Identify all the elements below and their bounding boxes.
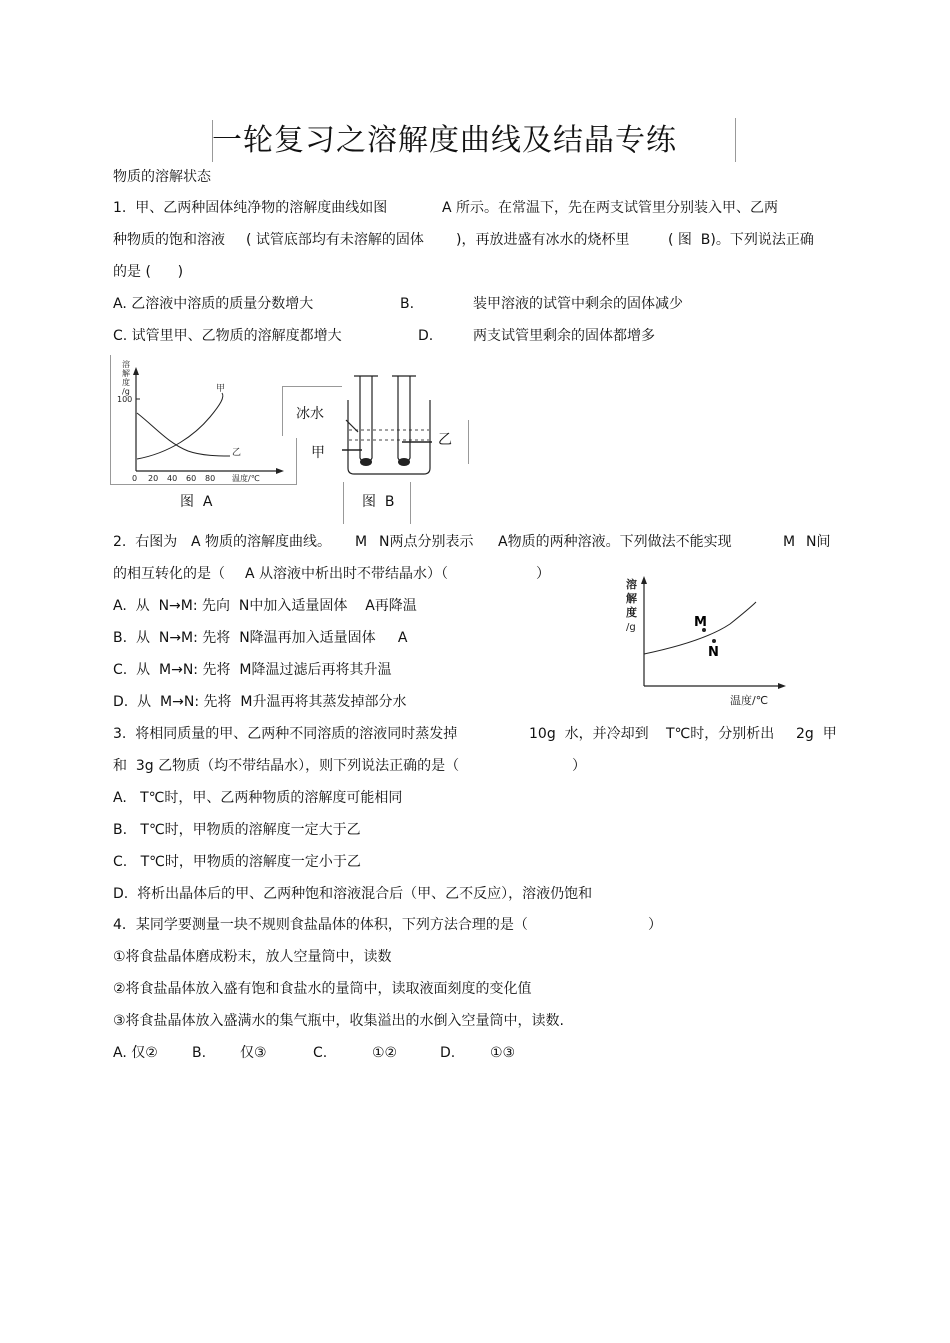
fig-mn-ylabel-3: 度 (626, 606, 637, 619)
fig-a-box-right (296, 438, 297, 485)
q2-option-b: B. 从 N→M: 先将 N降温再加入适量固体 A (113, 630, 408, 646)
q3-option-c: C. T℃时，甲物质的溶解度一定小于乙 (113, 854, 361, 870)
page-title: 一轮复习之溶解度曲线及结晶专练 (212, 123, 677, 158)
fig-a-ylabel-2: 解 (122, 369, 130, 378)
q2-line1-c: M (355, 534, 368, 550)
q3-line1-c: T℃时，分别析出 (666, 726, 775, 742)
fig-b-solid-left (360, 458, 372, 466)
figure-mn-solubility-graph (622, 574, 792, 714)
q2-line2-c: ） (536, 566, 550, 582)
fig-a-label-jia: 甲 (216, 384, 226, 394)
q2-line1-d: N两点分别表示 (379, 534, 474, 550)
q2-line1-e: A物质的两种溶液。下列做法不能实现 (498, 534, 732, 550)
fig-mn-ylabel-4: /g (626, 622, 636, 633)
q3-line2-a: 和 3g 乙物质（均不带结晶水），则下列说法正确的是（ (113, 758, 460, 774)
q2-line1-f: M (783, 534, 796, 550)
fig-b-frame-left (282, 386, 283, 436)
section-heading: 物质的溶解状态 (113, 169, 211, 185)
fig-mn-label-n: N (708, 645, 719, 660)
q4-option-d-label: D. (440, 1045, 456, 1061)
fig-a-xlabel: 温度/℃ (232, 474, 260, 483)
figure-b-beaker (340, 370, 440, 480)
q1-line1-a: 1. 甲、乙两种固体纯净物的溶解度曲线如图 (113, 200, 388, 216)
fig-a-curve-jia (137, 393, 223, 459)
q4-option-c-label: C. (313, 1045, 328, 1061)
q2-line2-a: 的相互转化的是（ (113, 566, 225, 582)
fig-a-xtick-20: 20 (148, 474, 159, 483)
fig-b-frame-right (468, 420, 469, 464)
fig-a-ylabel-3: 度 (122, 378, 130, 387)
q4-option-b-label: B. (192, 1045, 207, 1061)
q4-statement-2: ②将食盐晶体放入盛有饱和食盐水的量筒中，读取液面刻度的变化值 (113, 981, 532, 997)
q1-line2-d: ( 图 B)。下列说法正确 (668, 232, 814, 248)
fig-b-solid-right (398, 458, 410, 466)
fig-a-x-arrow (276, 468, 284, 474)
q1-option-a: A. 乙溶液中溶质的质量分数增大 (113, 296, 314, 312)
q4-statement-3: ③将食盐晶体放入盛满水的集气瓶中，收集溢出的水倒入空量筒中，读数. (113, 1013, 564, 1029)
q4-line1-b: ） (648, 917, 662, 933)
fig-a-caption: 图 A (180, 494, 213, 510)
q2-line1-b: A 物质的溶解度曲线。 (191, 534, 332, 550)
q1-option-c: C. 试管里甲、乙物质的溶解度都增大 (113, 328, 342, 344)
fig-a-y-arrow (133, 367, 139, 375)
q1-line3: 的是 ( ) (113, 264, 184, 280)
q3-option-a: A. T℃时，甲、乙两种物质的溶解度可能相同 (113, 790, 403, 806)
q4-option-c-text: ①② (372, 1045, 398, 1061)
fig-a-xtick-80: 80 (205, 474, 216, 483)
fig-mn-label-m: M (694, 615, 707, 630)
fig-a-xtick-0: 0 (132, 474, 138, 483)
q1-option-b-text: 装甲溶液的试管中剩余的固体减少 (473, 296, 683, 312)
fig-a-label-yi: 乙 (232, 448, 242, 458)
q1-line2-b: ( 试管底部均有未溶解的固体 (246, 232, 424, 248)
fig-a-xtick-40: 40 (167, 474, 178, 483)
fig-a-ytick-100: 100 (117, 395, 133, 404)
q2-line2-b: A 从溶液中析出时不带结晶水）（ (245, 566, 449, 582)
q3-line1-d: 2g 甲 (796, 726, 837, 742)
q1-line2-a: 种物质的饱和溶液 (113, 232, 225, 248)
fig-b-label-yi: 乙 (438, 432, 452, 448)
q1-option-d-text: 两支试管里剩余的固体都增多 (473, 328, 655, 344)
q4-statement-1: ①将食盐晶体磨成粉末，放人空量筒中，读数 (113, 949, 392, 965)
fig-b-caption: 图 B (362, 494, 395, 510)
fig-b-tube-left (360, 376, 372, 464)
q4-option-b-text: 仅③ (240, 1045, 267, 1061)
q1-option-b-label: B. (400, 296, 415, 312)
fig-mn-x-arrow (778, 683, 786, 689)
q1-line2-c: )，再放进盛有冰水的烧杯里 (456, 232, 630, 248)
q3-line2-b: ） (572, 758, 586, 774)
q4-line1-a: 4．某同学要测量一块不规则食盐晶体的体积，下列方法合理的是（ (113, 917, 528, 933)
fig-b-frame-top (282, 386, 342, 387)
q2-line1-a: 2. 右图为 (113, 534, 178, 550)
fig-b-label-jia: 甲 (311, 445, 325, 461)
fig-b-tube-right (398, 376, 410, 464)
figure-a-solubility-graph (110, 355, 300, 490)
fig-mn-xlabel: 温度/℃ (730, 694, 769, 707)
q3-option-b: B. T℃时，甲物质的溶解度一定大于乙 (113, 822, 361, 838)
fig-mn-ylabel-1: 溶 (626, 578, 637, 591)
q2-option-d: D. 从 M→N: 先将 M升温再将其蒸发掉部分水 (113, 694, 407, 710)
fig-b-frame-bottom-left (343, 482, 344, 524)
fig-mn-ylabel-2: 解 (626, 592, 637, 605)
fig-a-ylabel-1: 溶 (122, 360, 130, 369)
q3-option-d: D. 将析出晶体后的甲、乙两种饱和溶液混合后（甲、乙不反应），溶液仍饱和 (113, 886, 593, 902)
fig-mn-y-arrow (641, 576, 647, 584)
q3-line1-b: 10g 水，并冷却到 (529, 726, 649, 742)
q1-option-d-label: D. (418, 328, 434, 344)
fig-a-curve-yi (137, 413, 230, 456)
fig-a-xtick-60: 60 (186, 474, 197, 483)
fig-a-box-left (110, 355, 111, 485)
q3-line1-a: 3. 将相同质量的甲、乙两种不同溶质的溶液同时蒸发掉 (113, 726, 458, 742)
q1-line1-b: A 所示。在常温下，先在两支试管里分别装入甲、乙两 (442, 200, 779, 216)
q2-option-a: A. 从 N→M: 先向 N中加入适量固体 A再降温 (113, 598, 417, 614)
q4-option-a: A. 仅② (113, 1045, 158, 1061)
fig-mn-point-n (712, 639, 716, 643)
q2-line1-g: N间 (806, 534, 831, 550)
fig-a-ylabel-4: /g (122, 387, 130, 396)
fig-b-label-ice-water: 冰水 (296, 406, 324, 422)
title-right-rule (735, 118, 736, 162)
q4-option-d-text: ①③ (490, 1045, 516, 1061)
fig-b-frame-bottom-right (410, 482, 411, 524)
fig-a-box-bottom (110, 484, 296, 485)
q2-option-c: C. 从 M→N: 先将 M降温过滤后再将其升温 (113, 662, 392, 678)
